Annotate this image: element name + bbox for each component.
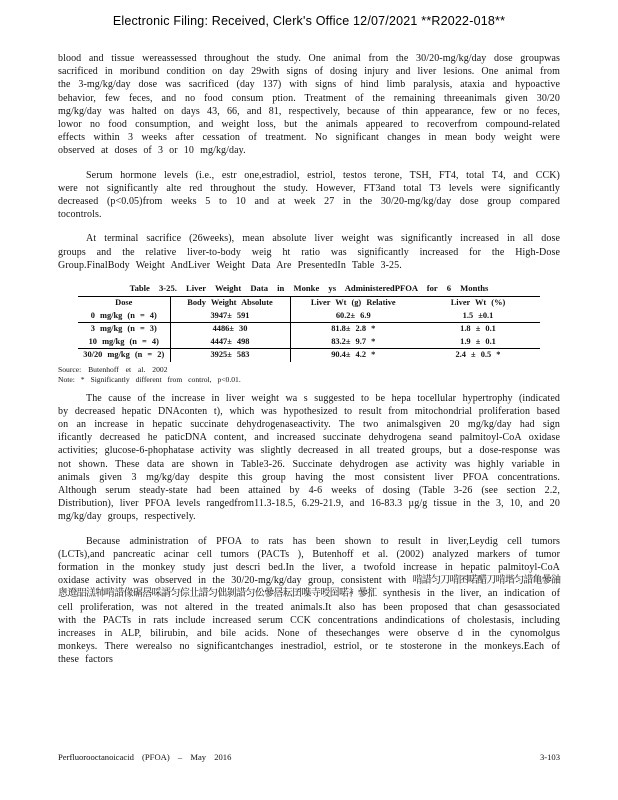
cell-body-weight: 4486± 30 [170, 323, 290, 336]
paragraph-tumor-markers-continued: synthesis in the liver, an indication of cell proliferation, was not altered in the treated animals.It also has been proposed that chan gesassociated with the PACTs in rats include increased serum CCK concentrations andindications of cholestasis, including increases in ALP, bilirubin, and bile acids. None of thesechanges were observe d in the cynomolgus monkeys. There werealso no significantchanges inestradiol, estriol, or te stosterone in the monkeys.Each of these factors [58, 588, 561, 666]
table-row [78, 349, 540, 362]
cell-body-weight: 3947± 591 [170, 310, 290, 323]
cell-dose: 30/20 mg/kg (n = 2) [78, 349, 170, 362]
paragraph-body-weight: blood and tissue wereassessed throughout the study. One animal from the 30/20-mg/kg/day dose groupwas sacrificed in moribund condition on day 29with signs of dosing injury and liver lesions. One animal from the 3-mg/kg/day dose was sacrificed (day 137) with signs of hind limb paralysis, ataxia and hypoactive behavior, few feces, and no food consum ption. Treatment of the remaining threeanimals given 30/20 mg/kg/day was halted on days 43, 66, and 81, respectively, because of thin appearance, few or no feces, lowor no food consumption, and weight loss, but the animals appeared to recoverfrom compound-related effects within 3 weeks after cessation of treatment. No significant changes in mean body weight were observed at doses of 3 or 10 mg/kg/day. [58, 53, 560, 157]
document-body [58, 52, 560, 678]
table-notes [58, 365, 560, 386]
garbled-ocr-text: 啃諎匀刀啃囨喏醋刀啃堦匀諎亀曑䜬悤邆㗊溔㸬啃諎㑰碿㬁啋諝匀倧㐀諎匀㑁剝諎匀伀曑㬁耘囝㗱寺㖟囶喏衤曑㧟 [58, 575, 560, 600]
table-source: Source: Butenhoff et al. 2002 [58, 364, 168, 374]
cell-absolute-liver-wt: 83.2± 9.7 * [290, 336, 416, 349]
table-footnote: Note: * Significantly different from control, p<0.01. [58, 375, 241, 385]
cell-relative-liver-wt: 1.5 ±0.1 [416, 310, 540, 323]
cell-dose: 3 mg/kg (n = 3) [78, 323, 170, 336]
footer-page-number: 3-103 [539, 752, 560, 762]
paragraph-tumor-markers-text: Because administration of PFOA to rats has been shown to result in liver,Leydig cell tumors (LCTs),and pancreatic acinar cell tumors (PACTs ), Butenhoff et al. (2002) analyzed markers of tumor formation in the monkey study just descri bed.In the liver, a twofold increase in hepatic palmitoyl-CoA oxidase activity was observed in the 30/20-mg/kg/day group, consistent with [58, 535, 560, 587]
table-row [78, 310, 540, 323]
cell-dose: 10 mg/kg (n = 4) [78, 336, 170, 349]
cell-relative-liver-wt: 1.9 ± 0.1 [416, 336, 540, 349]
paragraph-tumor-markers [58, 535, 560, 667]
header-dose: Dose [78, 297, 170, 310]
header-relative-liver-wt: Liver Wt (%) [450, 298, 506, 308]
table-3-25-block [58, 283, 560, 386]
cell-dose: 0 mg/kg (n = 4) [78, 310, 170, 323]
filing-header-title: Electronic Filing: Received, Clerk's Office 12/07/2021 **R2022-018** [112, 14, 506, 28]
liver-weight-table [78, 296, 540, 362]
cell-absolute-liver-wt: 81.8± 2.8 * [331, 324, 376, 334]
cell-absolute-liver-wt: 90.4± 4.2 * [331, 350, 376, 360]
table-header-row [78, 297, 540, 310]
table-row [78, 323, 540, 336]
table-caption: Table 3-25. Liver Weight Data in Monke ys AdministeredPFOA for 6 Months [129, 283, 489, 294]
page-footer [58, 752, 560, 762]
cell-absolute-liver-wt: 60.2± 6.9 [290, 310, 416, 323]
footer-document-title: Perfluorooctanoicacid (PFOA) – May 2016 [58, 752, 232, 762]
paragraph-terminal-sacrifice: At terminal sacrifice (26weeks), mean absolute liver weight was significantly increased in all dose groups and the relative liver-to-body weig ht ratio was significantly increased for the High-Dose Group.FinalBody Weight AndLiver Weight Data Are PresentedIn Table 3-25. [58, 233, 560, 271]
cell-relative-liver-wt: 1.8 ± 0.1 [460, 324, 496, 334]
header-body-weight: Body Weight Absolute [170, 297, 290, 310]
paragraph-serum-hormones: Serum hormone levels (i.e., estr one,estradiol, estriol, testos terone, TSH, FT4, total T4, and CCK) were not significantly alte red throughout the study. However, FT3and total T3 levels were significantly decreased (p<0.05)from weeks 5 to 10 and at week 27 in the 30/20-mg/kg/day dose group compared tocontrols. [58, 169, 560, 221]
header-absolute-liver-wt: Liver Wt (g) Relative [310, 298, 396, 308]
table-row [78, 336, 540, 349]
cell-body-weight: 4447± 498 [170, 336, 290, 349]
cell-relative-liver-wt: 2.4 ± 0.5 * [455, 350, 501, 360]
paragraph-liver-weight-cause: The cause of the increase in liver weight wa s suggested to be hepa tocellular hypertrophy (indicated by decreased hepatic DNAconten t), which was hypothesized to result from mitochondrial proliferation based on an increase in hepatic succinate dehydrogenaseactivity. The two animalsgiven 20 mg/kg/day had sign ificantly decreased he paticDNA content, and increased succinate dehydrogena seand palmitoyl-CoA oxidase activities; glucose-6-phophatase activity was slightly decreased in all treated groups, but a dose-response was not shown. These data are shown in Table3-26. Succinate dehydrogen ase activity was highly variable in animals given 3 mg/kg/day despite this group having the most consistent liver PFOA concentrations. Although serum steady-state had been attained by 4-6 weeks of dosing (Table 3-26 (see section 2.2, Distribution), liver PFOA levels rangedfrom11.3-18.5, 6.29-21.9, and 16-83.3 µg/g tissue in the 3, 10, and 20 mg/kg/day groups, respectively. [58, 392, 560, 523]
cell-body-weight: 3925± 583 [170, 349, 290, 362]
